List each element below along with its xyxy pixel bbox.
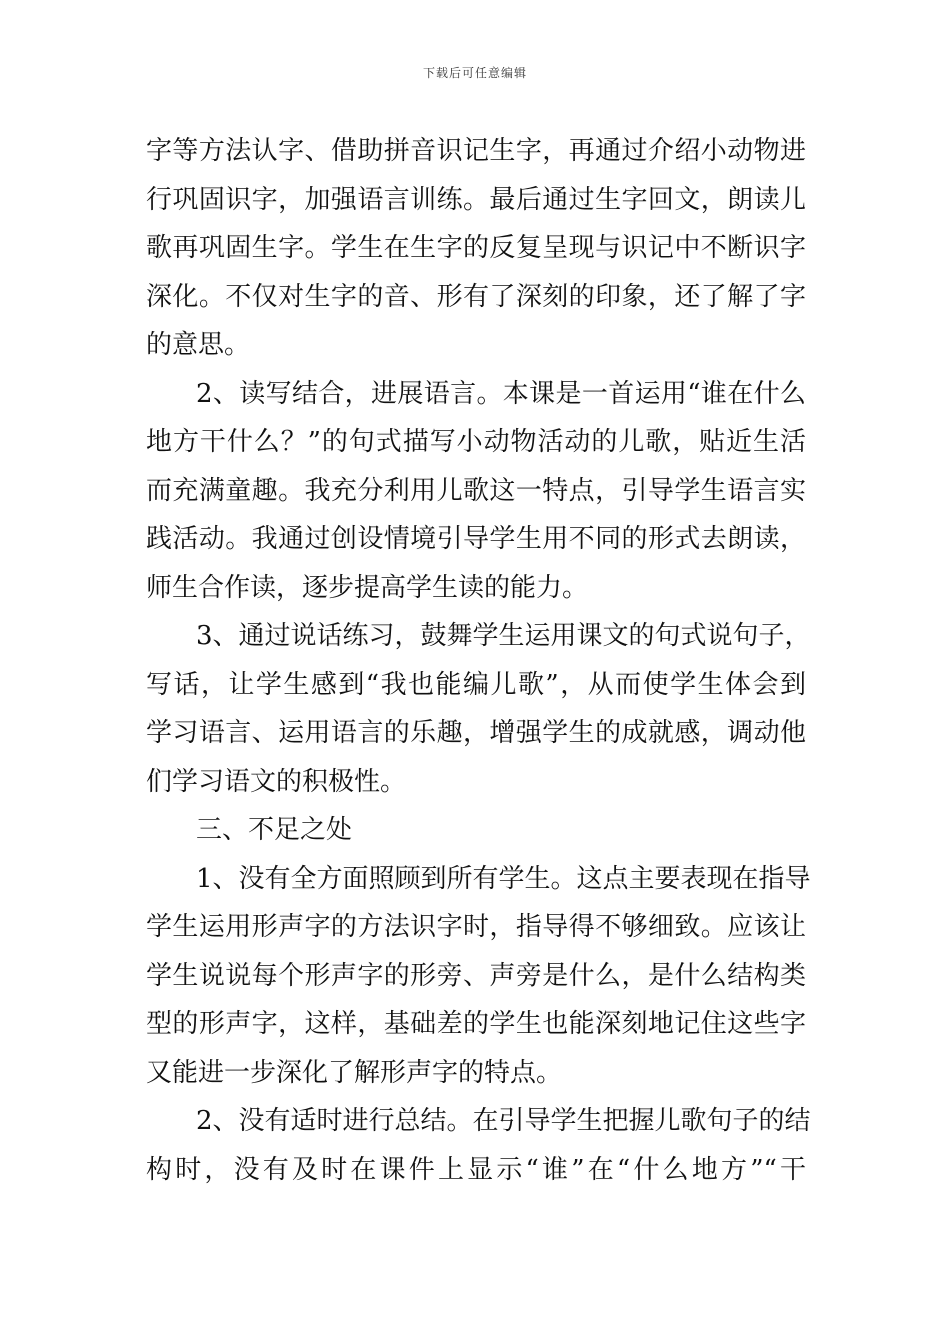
text-line: 写话，让学生感到“我也能编儿歌”，从而使学生体会到	[146, 669, 806, 700]
paragraph-start-line: 3、通过说话练习，鼓舞学生运用课文的句式说句子，	[196, 621, 811, 651]
text-line: 型的形声字，这样，基础差的学生也能深刻地记住这些字	[146, 1009, 806, 1039]
paragraph-start-line: 2、没有适时进行总结。在引导学生把握儿歌句子的结	[196, 1106, 811, 1136]
paragraph-start-line: 1、没有全方面照顾到所有学生。这点主要表现在指导	[196, 863, 811, 894]
document-body	[146, 127, 811, 1194]
text-line: 又能进一步深化了解形声字的特点。	[146, 1057, 563, 1088]
text-line: 师生合作读，逐步提高学生读的能力。	[146, 572, 589, 603]
text-line: 歌再巩固生字。学生在生字的反复呈现与识记中不断识字	[146, 233, 806, 263]
section-heading: 三、不足之处	[196, 815, 353, 845]
text-line: 的意思。	[146, 330, 251, 360]
text-line: 而充满童趣。我充分利用儿歌这一特点，引导学生语言实	[146, 475, 806, 506]
text-line: 学生运用形声字的方法识字时，指导得不够细致。应该让	[146, 912, 806, 942]
text-line: 字等方法认字、借助拼音识记生字，再通过介绍小动物进	[146, 136, 806, 166]
text-line: 们学习语文的积极性。	[146, 766, 407, 797]
text-line: 践活动。我通过创设情境引导学生用不同的形式去朗读，	[146, 524, 806, 554]
page-header: 下载后可任意编辑	[422, 66, 527, 80]
text-line: 深化。不仅对生字的音、形有了深刻的印象，还了解了字	[146, 281, 806, 312]
text-line: 学生说说每个形声字的形旁、声旁是什么，是什么结构类	[146, 960, 806, 991]
text-line: 地方干什么？”的句式描写小动物活动的儿歌，贴近生活	[146, 427, 806, 457]
text-line: 构时，没有及时在课件上显示“谁”在“什么地方”“干	[146, 1154, 806, 1185]
text-line: 行巩固识字，加强语言训练。最后通过生字回文，朗读儿	[146, 184, 806, 215]
text-line: 学习语言、运用语言的乐趣，增强学生的成就感，调动他	[146, 718, 806, 748]
paragraph-start-line: 2、读写结合，进展语言。本课是一首运用“谁在什么	[196, 378, 806, 409]
